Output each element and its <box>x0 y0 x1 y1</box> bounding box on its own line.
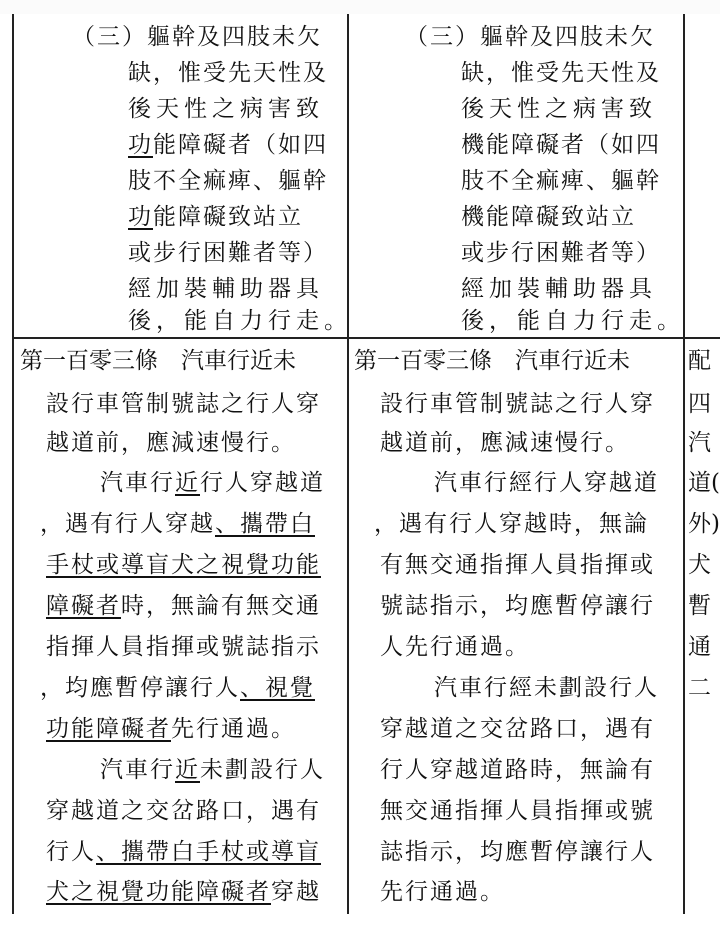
text-line: 行人 <box>46 839 96 865</box>
text-line: 誌指示，均應暫停讓行人 <box>380 839 655 865</box>
text-line: 後，能自力行走。 <box>128 308 352 334</box>
text-line: 穿越 <box>271 879 321 905</box>
article-heading: 第一百零三條 汽車行近未 <box>354 348 630 374</box>
text-line: 無交通指揮人員指揮或號 <box>380 798 655 824</box>
text-line: 汽車行 <box>100 757 175 783</box>
text-line: 先行通過。 <box>171 716 296 742</box>
amended-text-underlined: 、攜帶白 <box>215 511 315 537</box>
text-line: 後天性之病害致 <box>461 96 657 122</box>
text-line: 未劃設行人 <box>200 757 325 783</box>
item-number: （三） <box>72 24 147 50</box>
amended-text-underlined: 功 <box>128 132 153 158</box>
text-line: ，均應暫停讓行人 <box>40 675 240 701</box>
text-line: 機能障礙者（如四 <box>461 132 661 158</box>
text-line: 汽車行 <box>100 470 175 496</box>
text-line: 時，無論有無交通 <box>121 593 321 619</box>
amended-text-underlined: 手杖或導盲犬之視覺功能 <box>46 552 321 578</box>
text-line: 越道前，應減速慢行。 <box>46 430 296 456</box>
text-line: 設行車管制號誌之行人穿 <box>380 391 655 417</box>
text-line: 能障礙致站立 <box>153 204 303 230</box>
text-line: 經加裝輔助器具 <box>461 276 657 302</box>
text-fragment: 道( <box>688 470 720 496</box>
text-line: 指揮人員指揮或號誌指示 <box>46 634 321 660</box>
text-line: 汽車行經未劃設行人 <box>434 675 659 701</box>
text-line: 肢不全痲痺、軀幹 <box>461 168 661 194</box>
text-line: 穿越道之交岔路口，遇有 <box>46 798 321 824</box>
text-line: 肢不全痲痺、軀幹 <box>128 168 328 194</box>
text-line: 能障礙者（如四 <box>153 132 328 158</box>
amended-text-underlined: 犬之視覺功能障礙者 <box>46 879 271 905</box>
text-line: ，遇有行人穿越時，無論 <box>374 511 649 537</box>
text-line: 人先行通過。 <box>380 634 530 660</box>
text-line: 號誌指示，均應暫停讓行 <box>380 593 655 619</box>
text-line: 後，能自力行走。 <box>461 308 685 334</box>
text-line: 經加裝輔助器具 <box>128 276 324 302</box>
text-fragment: 汽 <box>688 430 711 456</box>
text-fragment: 配 <box>688 348 711 374</box>
article-heading: 第一百零三條 汽車行近未 <box>20 348 296 374</box>
text-fragment: 暫 <box>688 593 711 619</box>
text-line: 或步行困難者等） <box>461 240 661 266</box>
text-line: 越道前，應減速慢行。 <box>380 430 630 456</box>
text-line: 軀幹及四肢未欠 <box>147 24 322 50</box>
text-fragment: 通 <box>688 634 711 660</box>
item-number: （三） <box>405 24 480 50</box>
text-line: 設行車管制號誌之行人穿 <box>46 391 321 417</box>
amended-text-underlined: 、攜帶白手杖或導盲 <box>96 839 321 865</box>
text-fragment: 二 <box>688 675 711 701</box>
text-line: 有無交通指揮人員指揮或 <box>380 552 655 578</box>
amended-text-underlined: 近 <box>175 470 200 496</box>
text-fragment: 犬 <box>688 552 711 578</box>
text-line: ，遇有行人穿越 <box>40 511 215 537</box>
text-line: 汽車行經行人穿越道 <box>434 470 659 496</box>
text-line: 行人穿越道 <box>200 470 325 496</box>
text-line: 缺，惟受先天性及 <box>461 60 661 86</box>
amended-text-underlined: 近 <box>175 757 200 783</box>
text-line: 軀幹及四肢未欠 <box>480 24 655 50</box>
amended-text-underlined: 、視覺 <box>240 675 315 701</box>
text-line: 穿越道之交岔路口，遇有 <box>380 716 655 742</box>
amended-text-underlined: 功 <box>128 204 153 230</box>
text-line: 行人穿越道路時，無論有 <box>380 757 655 783</box>
amended-text-underlined: 障礙者 <box>46 593 121 619</box>
text-line: 後天性之病害致 <box>128 96 324 122</box>
text-line: 或步行困難者等） <box>128 240 328 266</box>
text-line: 缺，惟受先天性及 <box>128 60 328 86</box>
text-line: 先行通過。 <box>380 879 505 905</box>
text-fragment: 外) <box>688 511 720 537</box>
amended-text-underlined: 功能障礙者 <box>46 716 171 742</box>
text-line: 機能障礙致站立 <box>461 204 636 230</box>
text-fragment: 四 <box>688 391 711 417</box>
